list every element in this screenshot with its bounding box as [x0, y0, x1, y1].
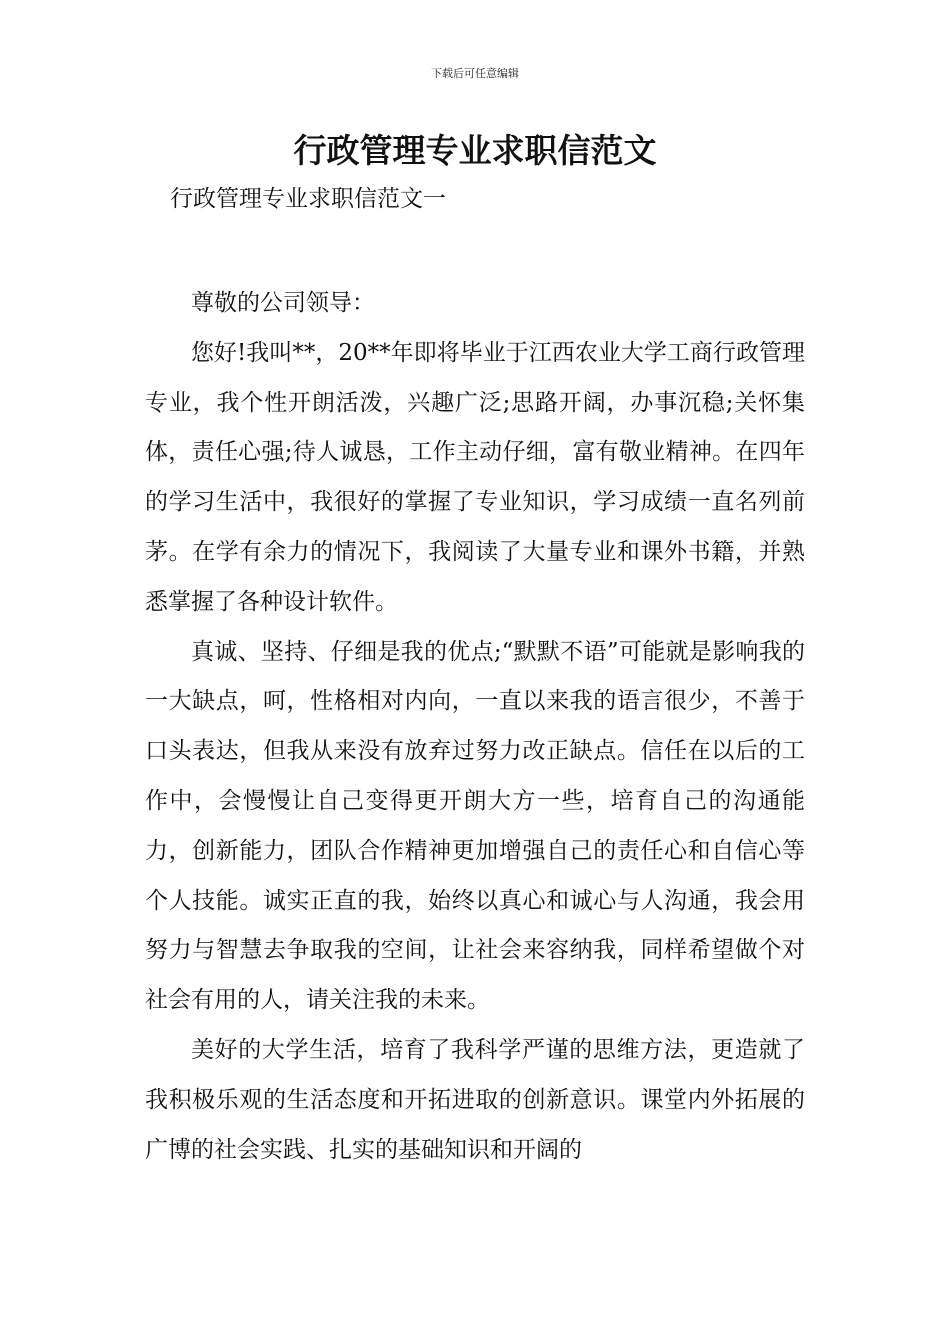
salutation: 尊敬的公司领导： — [191, 290, 375, 316]
header-note: 下载后可任意编辑 — [431, 67, 519, 80]
document-subtitle: 行政管理专业求职信范文一 — [170, 186, 446, 212]
document-title: 行政管理专业求职信范文 — [293, 131, 657, 170]
paragraph-personality: 真诚、坚持、仔细是我的优点;“默默不语”可能就是影响我的一大缺点，呵，性格相对内向，一直以来我的语言很少，不善于口头表达，但我从来没有放弃过努力改正缺点。信任在以后的工作中，会慢慢让自己变得更开朗大方一些，培育自己的沟通能力，创新能力，团队合作精神更加增强自己的责任心和自信心等个人技能。诚实正直的我，始终以真心和诚心与人沟通，我会用努力与智慧去争取我的空间，让社会来容纳我，同样希望做个对社会有用的人，请关注我的未来。 — [145, 638, 805, 1014]
paragraph-university-life: 美好的大学生活，培育了我科学严谨的思维方法，更造就了我积极乐观的生活态度和开拓进取的创新意识。课堂内外拓展的广博的社会实践、扎实的基础知识和开阔的 — [145, 1036, 805, 1163]
letter-body — [145, 279, 805, 1175]
paragraph-introduction: 您好!我叫**，20**年即将毕业于江西农业大学工商行政管理专业，我个性开朗活泼，兴趣广泛;思路开阔，办事沉稳;关怀集体，责任心强;待人诚恳，工作主动仔细，富有敬业精神。在四年的学习生活中，我很好的掌握了专业知识，学习成绩一直名列前茅。在学有余力的情况下，我阅读了大量专业和课外书籍，并熟悉掌握了各种设计软件。 — [145, 339, 805, 615]
